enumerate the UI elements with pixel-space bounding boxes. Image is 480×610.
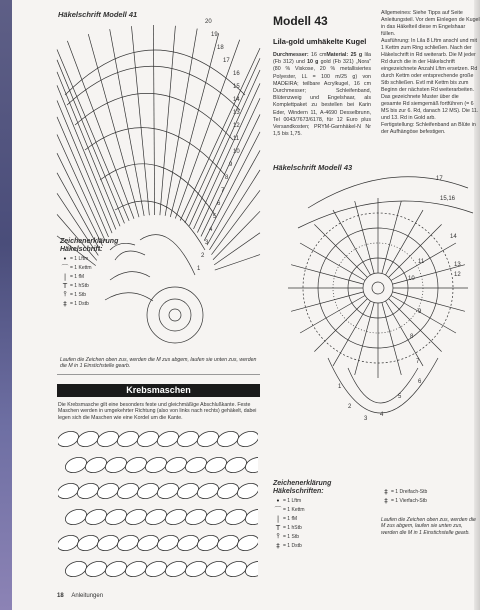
legend-left-symbol-icon: ⌒ [61,263,69,272]
chart-title-modell-41: Häkelschrift Modell 41 [58,10,138,19]
row-number-label: 3 [205,240,209,246]
legend-middle-label: = 1 Dstb [283,542,302,549]
legend-left-symbol-icon: ‡ [63,299,67,308]
stitch-ray [57,72,120,226]
row-number-label: 13 [233,110,240,116]
description-bold-0: Durchmesser: [273,52,309,58]
stitch-ray [194,83,260,229]
legend-middle-label: = 1 Stb [283,533,299,540]
left-note: Laufen die Zeichen oben zus, werden die M zus abgem, laufen sie unten zus, werden die M in 1 Einstichstelle gearb. [60,357,257,370]
description-bold-2: 10 g [307,59,319,66]
stitch-ray [392,292,464,311]
krebsmaschen-text: Die Krebsmasche gilt eine besonders feste und gleichmäßige Abschlußkante. Feste Maschen werden in umgekehrter Richtung (also von links nach rechts) gehäkelt, dabei legen sich die Maschen wie eine Kordel um die Kante. [58,402,257,421]
stitch-ray [291,265,363,284]
chart-number-label: 1 [338,384,342,390]
legend-middle-label: = 1 hStb [283,524,302,531]
model-subtitle: Lila-gold umhäkelte Kugel [273,37,367,46]
stitch-ray [175,40,239,219]
row-number-label: 7 [221,188,225,194]
legend-right-row-1 [381,496,477,505]
row-number-label: 19 [211,32,218,38]
stitch-ray [201,114,260,236]
description-text-1: lila (Fb 312) und [273,52,371,66]
legend-middle-row-2 [273,514,373,523]
stitch-ray [291,292,363,311]
legend-left-symbol-icon: ⫯ [63,290,67,298]
model-title: Modell 43 [273,14,328,28]
left-binding-strip [0,0,12,610]
execution-paragraph: Ausführung: In Lila 8 Lftm anschl und mit 1 Kettm zum Ring schließen. Nach der Häkelschrift in Rd weiterarb. Die M jeder Rd durch die in der Häkelschrift eingezeichnete Anzahl Lftm ersetzen. Rd durch Kettm oder entsprechende große Stb schließen. Evtl mit Kettm bis zum Beginn der nächsten Rd weiterarbeiten. Das gezeichnete Muster über die gesamte Rd siemgemäß fortführen (= 6 MS bis zur 6. Rd, danach 12 MS). Die 11. und 13. Rd in Gold arb. [381,38,479,121]
legend-left-row-4 [60,290,140,299]
row-number-label: 20 [205,19,212,25]
legend-right-label: = 1 Vierfach-Stb [391,497,427,504]
legend-left-row-3 [60,281,140,290]
stitch-ray [57,134,105,241]
stitch-ray [189,70,260,226]
chart-number-label: 4 [380,412,384,418]
chart-number-label: 8 [410,334,414,340]
row-number-label: 8 [225,175,229,181]
stitch-ray [160,26,176,215]
row-number-label: 18 [217,45,224,51]
legend-right-symbol-icon: ‡ [384,487,388,496]
legend-middle-symbol-icon: ‡ [276,541,280,550]
stitch-ray [185,58,260,223]
legend-left-label: = 1 Kettm [70,264,92,271]
chart-title-modell-43: Häkelschrift Modell 43 [273,163,353,172]
description-text-2: gold (Fb 321) „Nora" (80 % Viskose, 20 % metallisiertes Polyester, LL = 100 m/25 g) von MADEIRA; teilbare Acrylkugel, 16 cm Durchmesser; Schleifenband, Blütenzweig und Engelshaar, als Komplettpaket zu bestellen bei Karin Eder, Windern 11, A-4690 Desselbrunn, Tel 0043/7673/6178, für 12 Euro plus Versandkosten; PRYM-Garnhäkel-N Nr 1,5 bis 1,75. [273,59,371,138]
model-description [273,52,371,138]
legend-middle-label: = 1 fM [283,515,298,522]
legend-middle-label: = 1 Kettm [283,506,305,513]
legend-middle-row-0 [273,496,373,505]
chart-number-label: 3 [364,416,368,422]
right-instructions [381,10,480,136]
row-number-label: 4 [209,227,213,233]
legend-middle-symbol-icon: | [276,514,280,523]
krebsmaschen-heading: Krebsmaschen [57,384,260,397]
chart-number-label: 6 [418,379,422,385]
chart-number-label: 9 [418,309,422,315]
description-text-0: 16 cm [308,52,327,58]
stitch-ray [213,211,260,259]
legend-left-symbol-icon: | [63,272,67,281]
legend-middle-row-3 [273,523,373,532]
page-number: 18 [57,593,64,599]
stitch-ray [382,201,401,273]
stitch-ray [214,233,260,265]
finishing-paragraph: Fertigstellung: Schleifenband an Blüte in der Aufhängöse befestigen. [381,122,476,135]
stitch-ray [110,29,144,216]
legend-right-symbol-icon: ‡ [384,496,388,505]
crochet-chart-modell-43 [268,168,480,478]
legend-left-row-0 [60,254,140,263]
legend-left-label: = 1 Stb [70,291,86,298]
legend-left-symbol-icon: T [62,281,68,290]
row-number-label: 10 [233,149,240,155]
row-number-label: 17 [223,58,230,64]
legend-left-row-1 [60,263,140,272]
row-number-label: 6 [217,201,221,207]
stitch-ray [389,224,442,277]
divider-line [57,374,260,375]
legend-right [381,487,477,536]
row-number-label: 14 [233,97,240,103]
legend-middle-symbol-icon: ⌒ [274,505,282,514]
legend-middle-row-1 [273,505,373,514]
stitch-ray [57,100,112,233]
chart-number-label: 2 [348,404,352,410]
legend-left-row-5 [60,299,140,308]
row-number-label: 12 [233,123,240,129]
stitch-ray [314,224,367,277]
chart-number-label: 13 [454,262,461,268]
chart-number-label: 17 [436,176,443,182]
chart-number-label: 5 [398,394,402,400]
row-number-label: 2 [201,253,205,259]
legend-left-label: = 1 Lftm [70,255,89,262]
footer-section: Anleitungen [71,593,104,599]
chart-number-label: 15,16 [440,196,456,202]
row-number-label: 9 [229,162,233,168]
legend-middle-symbol-icon: T [275,523,281,532]
row-number-label: 1 [197,266,201,272]
krebsmaschen-illustration [58,425,258,588]
legend-left-label: = 1 hStb [70,282,89,289]
stitch-ray [215,255,260,271]
chart-number-label: 12 [454,272,461,278]
legend-middle [273,480,373,550]
legend-middle-title: Zeichenerklärung Häkelschriften: [273,480,332,495]
row-number-label: 16 [233,71,240,77]
legend-left-symbol-icon: • [62,254,68,263]
legend-left-title: Zeichenerklärung Häkelschrift: [60,238,119,253]
stitch-ray [355,302,374,374]
stitch-ray [382,302,401,374]
stitch-ray [88,34,139,217]
legend-middle-row-5 [273,541,373,550]
chart-number-label: 10 [408,276,415,282]
row-number-label: 5 [213,214,217,220]
legend-right-label: = 1 Dreifach-Stb [391,488,428,495]
chart-number-label: 7 [416,359,420,365]
stitch-ray [389,299,442,352]
stitch-ray [57,85,116,229]
legend-left [60,238,140,308]
stitch-ray [355,201,374,273]
chart-number-label: 14 [450,234,457,240]
stitch-ray [314,299,367,352]
stitch-ray [57,60,124,224]
general-paragraph: Allgemeines: Siehe Tipps auf Seite Anleitungsteil. Vor dem Einlegen de Kugel in das Häkelteil diese m Engelshaar füllen. [381,10,480,37]
row-number-label: 11 [233,136,240,142]
legend-left-label: = 1 fM [70,273,85,280]
page-footer [57,593,103,599]
chart-number-label: 11 [418,259,425,265]
legend-right-row-0 [381,487,477,496]
legend-middle-symbol-icon: • [275,496,281,505]
legend-middle-row-4 [273,532,373,541]
stitch-ray [153,25,154,215]
right-note: Laufen die Zeichen oben zus, werden die M zus abgem, laufen sie unten zus, werden die M in 1 Einstichstelle gearb. [381,517,476,536]
legend-middle-label: = 1 Lftm [283,497,302,504]
description-bold-1: Material: 25 g [326,52,363,58]
row-number-label: 15 [233,84,240,90]
legend-left-label: = 1 Dstb [70,300,89,307]
crochet-chart-modell-41 [55,15,265,360]
legend-middle-symbol-icon: ⫯ [276,532,280,540]
stitch-ray [131,26,149,215]
legend-left-row-2 [60,272,140,281]
